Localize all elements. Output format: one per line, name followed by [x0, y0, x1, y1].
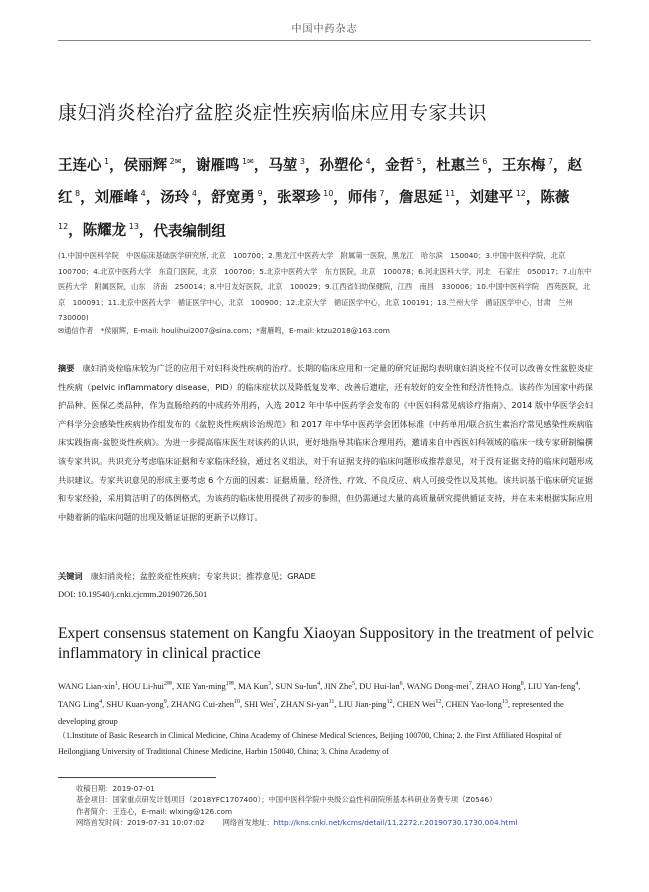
author-name: 侯丽辉 — [123, 157, 168, 174]
author-en: HOU Li-hui$^{2✉}$, — [122, 680, 177, 691]
author-cn: 舒宽勇 $^9$， — [211, 188, 278, 206]
author-name: XIE Yan-ming — [176, 680, 226, 691]
author-en: ZHANG Cui-zhen$^{10}$, — [170, 699, 245, 710]
author-name: 詹思延 — [398, 189, 443, 206]
author-name: 谢雁鸣 — [195, 157, 240, 174]
author-affil-mark: 5 — [414, 157, 422, 166]
author-affil-mark: 9 — [163, 699, 167, 706]
author-cn — [153, 223, 226, 239]
author-list-cn — [58, 148, 593, 245]
author-name: 刘雁峰 — [94, 189, 139, 206]
author-affil-mark: 3 — [268, 681, 272, 687]
author-en: SUN Su-lun$^4$, — [275, 680, 325, 691]
author-name: 王东梅 — [501, 157, 546, 174]
author-affil-mark: 2✉ — [167, 157, 182, 166]
author-affil-mark: 12 — [386, 699, 393, 706]
author-affil-mark: 5 — [352, 681, 356, 687]
author-name: CHEN Yao-long — [445, 699, 502, 710]
doi: DOI: 10.19540/j.cnki.cjcmm.20190726.501 — [58, 589, 208, 599]
author-name: SHI Wei — [244, 699, 274, 710]
author-en: SHU Kuan-yong$^9$, — [106, 699, 171, 710]
author-en: LIU Jian-ping$^{12}$, — [338, 699, 397, 710]
author-cn: 金哲 $^5$， — [385, 157, 437, 174]
author-name: 刘建平 — [469, 189, 514, 206]
author-cn: 陈耀龙 $^{13}$， — [82, 222, 154, 240]
author-en: WANG Lian-xin$^1$, — [58, 680, 123, 691]
online-label: 网络首发时间： — [76, 817, 128, 827]
author-en: ZHAN Si-yan$^{11}$, — [280, 699, 339, 710]
author-en: WANG Dong-mei$^7$, — [406, 680, 477, 691]
author-cn: 师伟 $^7$， — [347, 188, 399, 206]
author-affil-mark: 12 — [435, 699, 442, 706]
author-name: LIU Jian-ping — [338, 699, 387, 710]
author-name: WANG Dong-mei — [406, 680, 469, 691]
author-cn: 王东梅 $^7$， — [501, 157, 568, 174]
author-name: HOU Li-hui — [122, 680, 164, 691]
author-affil-mark: 1 — [114, 681, 118, 687]
affiliations-en: （1.Institute of Basic Research in Clinical Medicine, China Academy of Chinese Medical Sciences, Beijing 100700, China; 2. the First Affiliated Hospital of Heilongjiang University of Traditional Chinese Medicine, Harbin 150040, China; 3. China Academy of — [58, 731, 562, 756]
author-name: SUN Su-lun — [275, 680, 318, 691]
author-name: 赵红 — [58, 157, 583, 206]
author-affil-mark: 4 — [99, 699, 103, 706]
abstract-label: 摘要 — [58, 363, 75, 373]
author-name: 金哲 — [385, 157, 415, 174]
author-affil-mark: 1✉ — [239, 157, 254, 166]
keywords — [58, 571, 593, 582]
author-cn: 马堃 $^3$， — [268, 157, 320, 174]
online-first — [76, 817, 596, 828]
author-affil-mark: 11 — [442, 188, 456, 198]
author-en: LIU Yan-feng$^4$, — [527, 680, 581, 691]
author-affil-mark: 12 — [513, 188, 526, 198]
author-en: MA Kun$^3$, — [238, 680, 276, 691]
author-cn: 杜惠兰 $^6$， — [436, 157, 502, 174]
author-affil-mark: 11 — [328, 699, 335, 706]
author-name: 马堃 — [268, 157, 298, 174]
author-affil-mark: 4 — [362, 157, 371, 166]
author-name: ZHAN Si-yan — [280, 699, 329, 710]
corresponding-author: ✉通信作者 *侯丽辉，E-mail: houlihui2007@sina.com；*谢雁鸣，E-mail: ktzu2018@163.com — [58, 326, 390, 335]
author-en: CHEN Wei$^{12}$, — [396, 699, 446, 710]
author-name: 陈耀龙 — [82, 223, 127, 240]
author-info: 作者简介：王连心，E-mail: wlxing@126.com — [76, 806, 233, 816]
author-name: ZHAO Hong — [476, 680, 521, 691]
author-cn: 侯丽辉 $^{2✉}$， — [123, 157, 196, 174]
author-name: 代表编制组 — [153, 223, 226, 240]
online-url-link[interactable]: http://kns.cnki.net/kcms/detail/11.2272.r.20190730.1730.004.html — [273, 817, 518, 827]
author-affil-mark: 2✉ — [163, 681, 172, 687]
author-en: CHEN Yao-long$^{13}$, — [445, 699, 513, 710]
author-en: JIN Zhe$^5$, — [324, 680, 360, 691]
author-en: SHI Wei$^7$, — [244, 699, 281, 710]
author-affil-mark: 4 — [138, 188, 146, 198]
author-cn: 张翠珍 $^{10}$， — [277, 188, 348, 206]
author-name: LIU Yan-feng — [527, 680, 576, 691]
author-cn: 陈薇 $^{12}$， — [58, 189, 570, 240]
author-affil-mark: 7 — [376, 188, 385, 198]
keywords-label: 关键词 — [58, 571, 83, 581]
author-cn: 王连心 $^1$， — [58, 157, 124, 174]
author-affil-mark: 9 — [254, 188, 263, 198]
author-affil-mark: 3 — [297, 157, 305, 166]
author-affil-mark: 1✉ — [225, 681, 234, 687]
author-cn: 孙塑伦 $^4$， — [319, 157, 386, 174]
author-en: XIE Yan-ming$^{1✉}$, — [176, 680, 239, 691]
online-time: 2019-07-31 10:07:02 — [127, 817, 205, 827]
author-affil-mark: 13 — [501, 699, 508, 706]
header-rule — [58, 40, 591, 41]
received-date — [76, 783, 596, 794]
author-name: 陈薇 — [540, 189, 570, 206]
abstract-text: 康妇消炎栓临床较为广泛的应用于对妇科炎性疾病的治疗。长期的临床应用和一定量的研究证据均表明康妇消炎栓不仅可以改善女性盆腔炎症性疾病（pelvic inflammatory disease，PID）的临床症状以及降低复发率、改善后遗症，还有较好的安全性和经济性特点。该药作为国家中药保护品种、医保乙类品种，作为直肠给药的中成药外用药，入选 2012 年中华中医药学会发布的《中医妇科常见病诊疗指南》、2014 版中华医学会妇产科学分会感染性疾病协作组发布的《盆腔炎性疾病诊治规范》和 2017 年中华中医药学会团体标准《中药单用/联合抗生素治疗常见感染性疾病临床实践指南-盆腔炎性疾病》。为进一步提高临床医生对该药的认识，更好地指导其临床合理用药，邀请来自中西医妇科领域的临床一线专家研制编撰该专家共识。共识充分考虑临床证据和专家临床经验，通过名义组法，对于有证据支持的临床问题形成推荐意见，对于没有证据支持的临床问题形成共识建议。专家共识意见的形成主要考虑 6 个方面的因素：证据质量、经济性、疗效、不良反应、病人可接受性以及其他。该共识基于临床研究证据和专家经验，采用简洁明了的体例格式，为该药的临床使用提供了初步的参照，但仍需通过大量的高质量研究提供循证支持，并在未来根据实际应用中随着新的临床问题的出现及循证证据的更新予以修订。 — [58, 363, 593, 522]
author-name: 张翠珍 — [277, 189, 321, 206]
author-en: TANG Ling$^4$, — [58, 699, 107, 710]
authors-en-tail: represented the developing group — [58, 699, 564, 726]
footnotes — [76, 783, 596, 828]
author-affil-mark: 8 — [520, 681, 524, 687]
author-name: WANG Lian-xin — [58, 680, 115, 691]
online-addr-label: 网络首发地址： — [222, 817, 274, 827]
author-name: 杜惠兰 — [436, 157, 480, 174]
affiliations-cn: (1.中国中医科学院 中医临床基础医学研究所, 北京 100700；2.黑龙江中医药大学 附属第一医院，黑龙江 哈尔滨 150040；3.中国中医科学院，北京 100700；4.北京中医药大学 东直门医院，北京 100700；5.北京中医药大学 东方医院，北京 100078；6.河北医科大学，河北 石家庄 050017；7.山东中医药大学 附属医院，山东 济南 250014；8.中日友好医院，北京 100029；9.江西省妇幼保健院，江西 南昌 330006；10.中国中医科学院 西苑医院，北京 100091；11.北京中医药大学 循证医学中心，北京 100900；12.北京大学 循证医学中心，北京 100191；13.兰州大学 循证医学中心，甘肃 兰州 730000) — [58, 251, 592, 323]
author-cn: 谢雁鸣 $^{1✉}$， — [195, 157, 269, 174]
author-cn: 刘雁峰 $^4$， — [94, 188, 161, 206]
author-name: 王连心 — [58, 157, 102, 174]
abstract-cn — [58, 359, 593, 526]
author-affil-mark: 4 — [189, 188, 197, 198]
author-affil-mark: 7 — [273, 699, 277, 706]
received-label: 收稿日期： — [76, 784, 113, 793]
author-affil-mark: 4 — [575, 681, 579, 687]
received-value: 2019-07-01 — [112, 784, 155, 793]
author-name: 孙塑伦 — [319, 157, 363, 174]
author-affil-mark: 13 — [126, 222, 139, 232]
author-name: ZHANG Cui-zhen — [170, 699, 235, 710]
author-en: DU Hui-lan$^6$, — [359, 680, 407, 691]
author-name: SHU Kuan-yong — [106, 699, 164, 710]
author-affil-mark: 10 — [234, 699, 241, 706]
author-list-en — [58, 676, 593, 729]
journal-name: 中国中药杂志 — [291, 24, 358, 35]
article-title-en: Expert consensus statement on Kangfu Xiaoyan Suppository in the treatment of pelvic inflammatory in clinical practice — [58, 625, 594, 662]
author-affil-mark: 7 — [545, 157, 554, 166]
author-cn: 詹思延 $^{11}$， — [398, 188, 470, 206]
author-name: TANG Ling — [58, 699, 100, 710]
author-affil-mark: 7 — [468, 681, 472, 687]
author-affil-mark: 6 — [399, 681, 403, 687]
author-affil-mark: 8 — [72, 188, 81, 198]
author-name: 汤玲 — [160, 189, 190, 206]
footnote-rule — [58, 777, 216, 778]
author-affil-mark: 1 — [101, 157, 110, 166]
author-cn: 汤玲 $^4$， — [160, 188, 212, 206]
author-name: MA Kun — [238, 680, 269, 691]
keywords-text: 康妇消炎栓；盆腔炎症性疾病；专家共识；推荐意见；GRADE — [90, 571, 316, 581]
article-title-cn: 康妇消炎栓治疗盆腔炎症性疾病临床应用专家共识 — [58, 102, 488, 124]
author-name: 师伟 — [347, 189, 377, 206]
author-cn: 刘建平 $^{12}$， — [469, 188, 541, 206]
author-affil-mark: 4 — [317, 681, 321, 687]
author-en: ZHAO Hong$^8$, — [476, 680, 528, 691]
funding: 基金项目：国家重点研发计划项目（2018YFC1707400）；中国中医科学院中央级公益性科研院所基本科研业务费专项（Z0546） — [76, 795, 497, 805]
author-name: 舒宽勇 — [211, 189, 255, 206]
author-affil-mark: 12 — [58, 222, 69, 232]
author-affil-mark: 6 — [479, 157, 488, 166]
author-name: JIN Zhe — [324, 680, 353, 691]
author-affil-mark: 10 — [320, 188, 334, 198]
author-name: DU Hui-lan — [359, 680, 400, 691]
author-name: CHEN Wei — [396, 699, 436, 710]
author-cn: 赵红 $^8$， — [58, 157, 583, 206]
